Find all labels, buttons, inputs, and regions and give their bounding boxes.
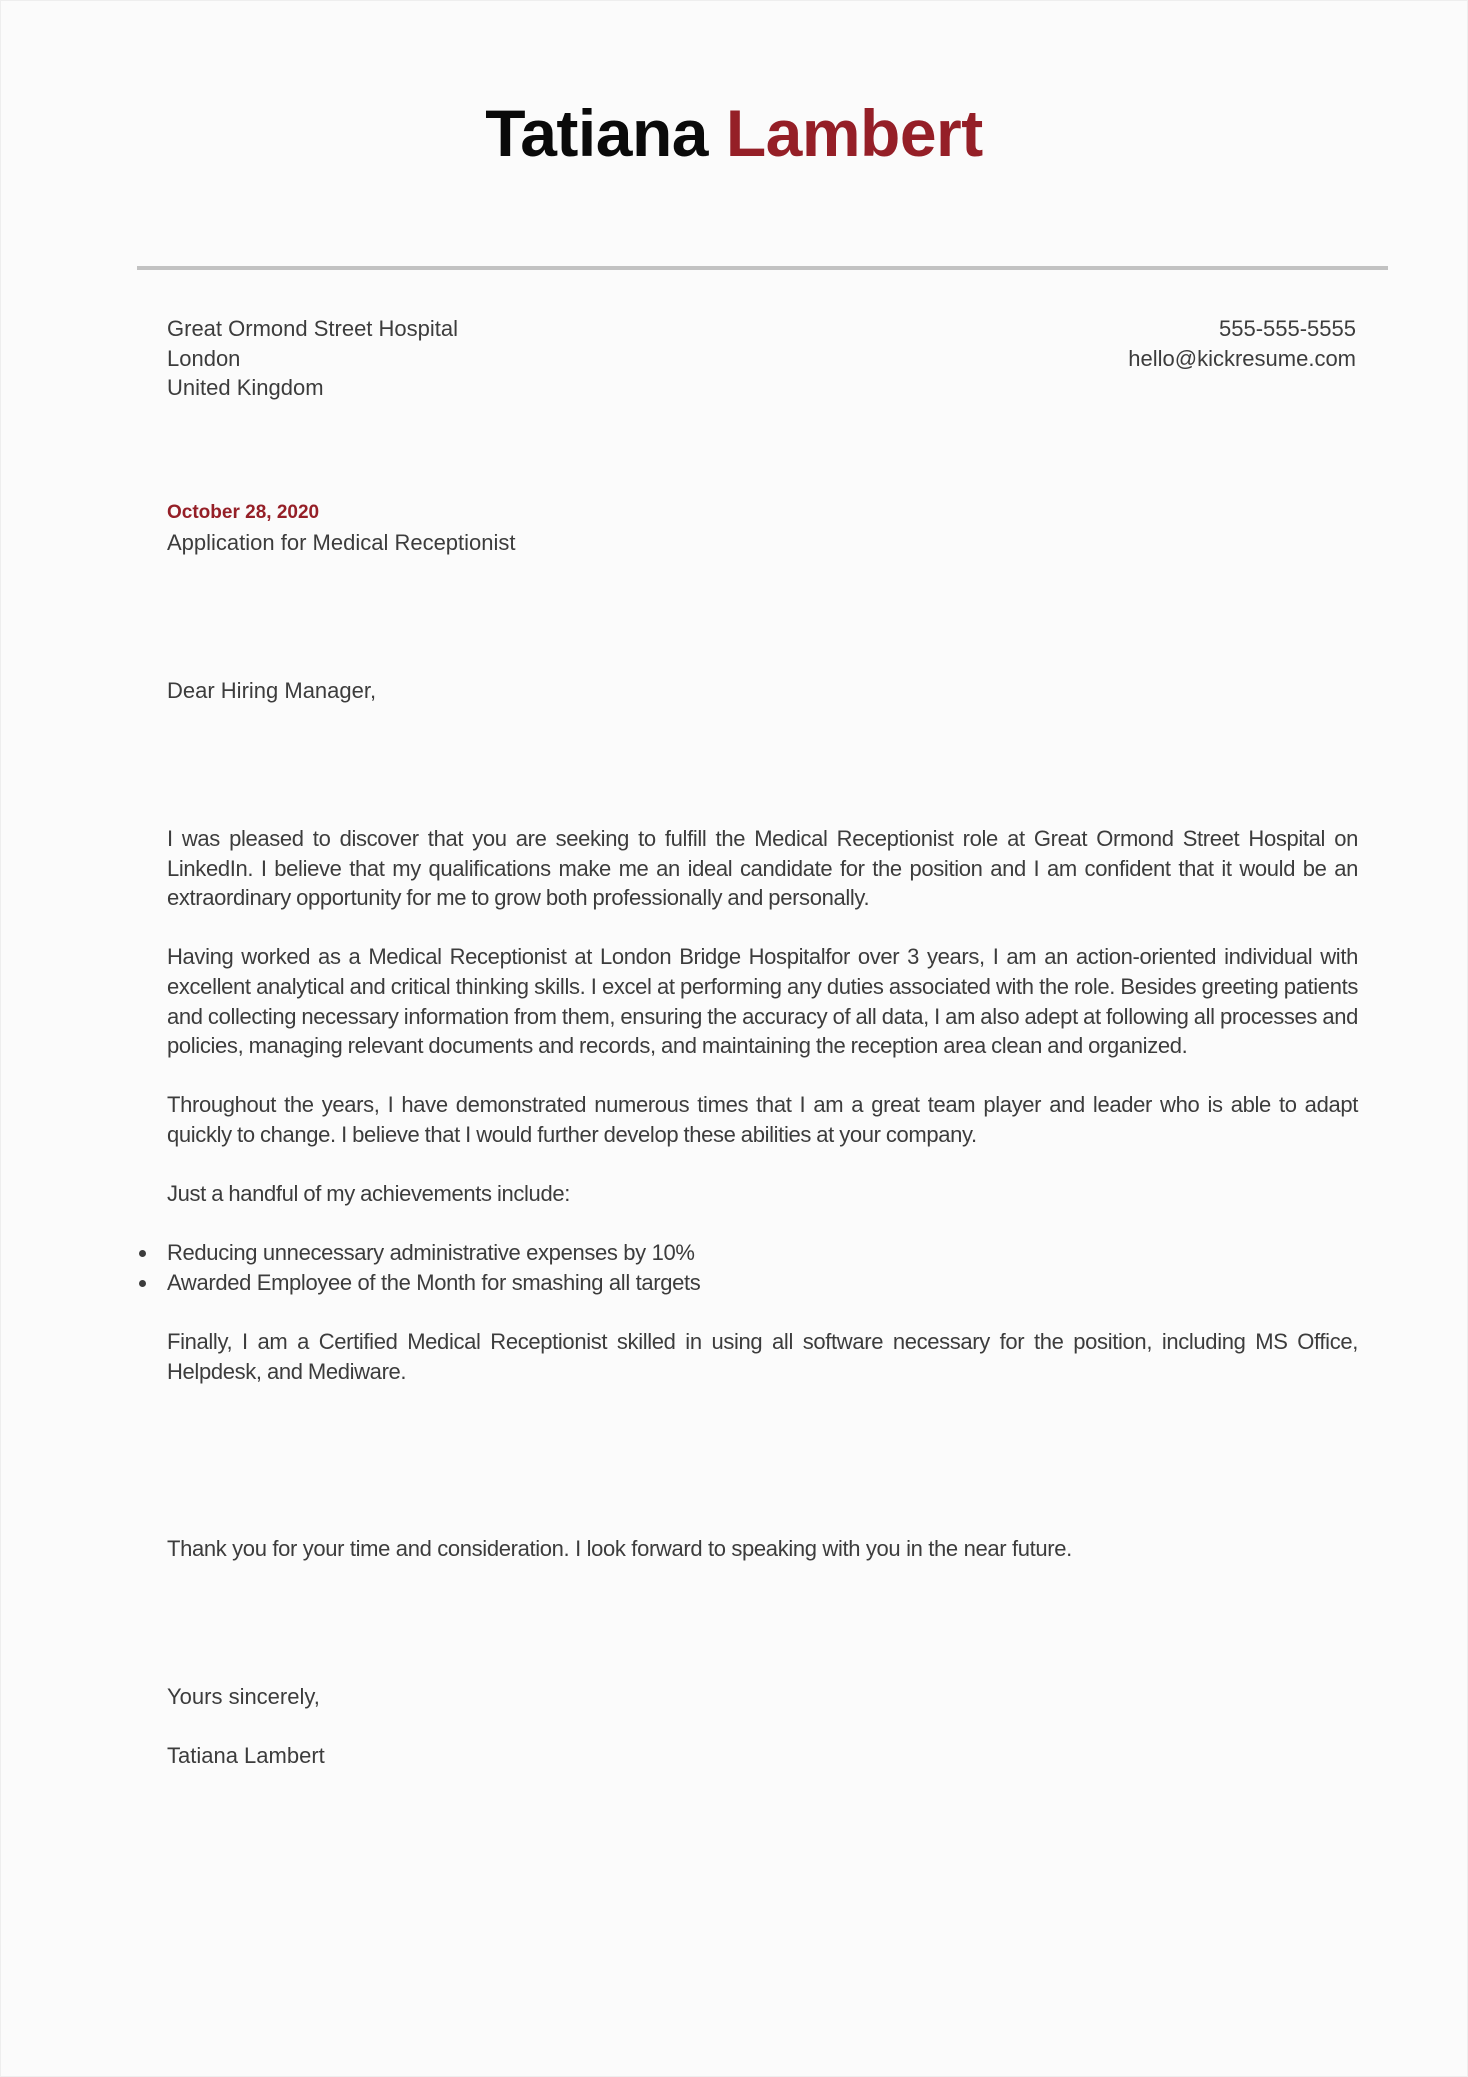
letter-subject: Application for Medical Receptionist <box>167 530 516 555</box>
achievement-item <box>167 1238 1358 1268</box>
recipient-address <box>167 314 458 403</box>
header-divider <box>137 266 1388 270</box>
achievement-text: Reducing unnecessary administrative expenses by 10% <box>167 1240 695 1266</box>
bullet-icon <box>139 1280 146 1287</box>
letter-body <box>167 824 1358 1416</box>
recipient-organization: Great Ormond Street Hospital <box>167 316 459 341</box>
signoff: Yours sincerely, <box>167 1684 320 1709</box>
salutation: Dear Hiring Manager, <box>167 678 377 703</box>
body-paragraph: I was pleased to discover that you are seeking to fulfill the Medical Receptionist role at Great Ormond Street Hospital on LinkedIn. I believe that my qualifications make me an ideal candidate for the position and I am confident that it would be an extraordinary opportunity for me to grow both professionally and personally. <box>167 826 1358 911</box>
applicant-name-heading <box>1 93 1467 173</box>
recipient-city: London <box>167 345 241 371</box>
achievements-intro: Just a handful of my achievements include: <box>167 1181 570 1207</box>
achievement-item <box>167 1268 1358 1298</box>
last-name: Lambert <box>725 96 983 170</box>
closing-line: Thank you for your time and consideration. I look forward to speaking with you in the near future. <box>167 1536 1072 1561</box>
body-paragraph: Throughout the years, I have demonstrated numerous times that I am a great team player and leader who is able to adapt quickly to change. I believe that I would further develop these abilities at your company. <box>167 1092 1358 1147</box>
letter-date: October 28, 2020 <box>167 502 320 523</box>
body-paragraph: Having worked as a Medical Receptionist at London Bridge Hospitalfor over 3 years, I am an action-oriented individual with excellent analytical and critical thinking skills. I excel at performing any duties associated with the role. Besides greeting patients and collecting necessary information from them, ensuring the accuracy of all data, I am also adept at following all processes and policies, managing relevant documents and records, and maintaining the reception area clean and organized. <box>167 944 1358 1059</box>
applicant-contact <box>1128 314 1356 373</box>
bullet-icon <box>139 1250 146 1257</box>
achievement-text: Awarded Employee of the Month for smashing all targets <box>167 1269 701 1295</box>
signature-name: Tatiana Lambert <box>167 1743 325 1768</box>
email-address: hello@kickresume.com <box>1128 345 1356 371</box>
phone-number: 555-555-5555 <box>1218 316 1356 341</box>
first-name: Tatiana <box>485 96 708 170</box>
achievements-list <box>167 1238 1358 1297</box>
recipient-country: United Kingdom <box>167 375 324 401</box>
final-paragraph: Finally, I am a Certified Medical Receptionist skilled in using all software necessary for the position, including MS Office, Helpdesk, and Mediware. <box>167 1329 1358 1384</box>
